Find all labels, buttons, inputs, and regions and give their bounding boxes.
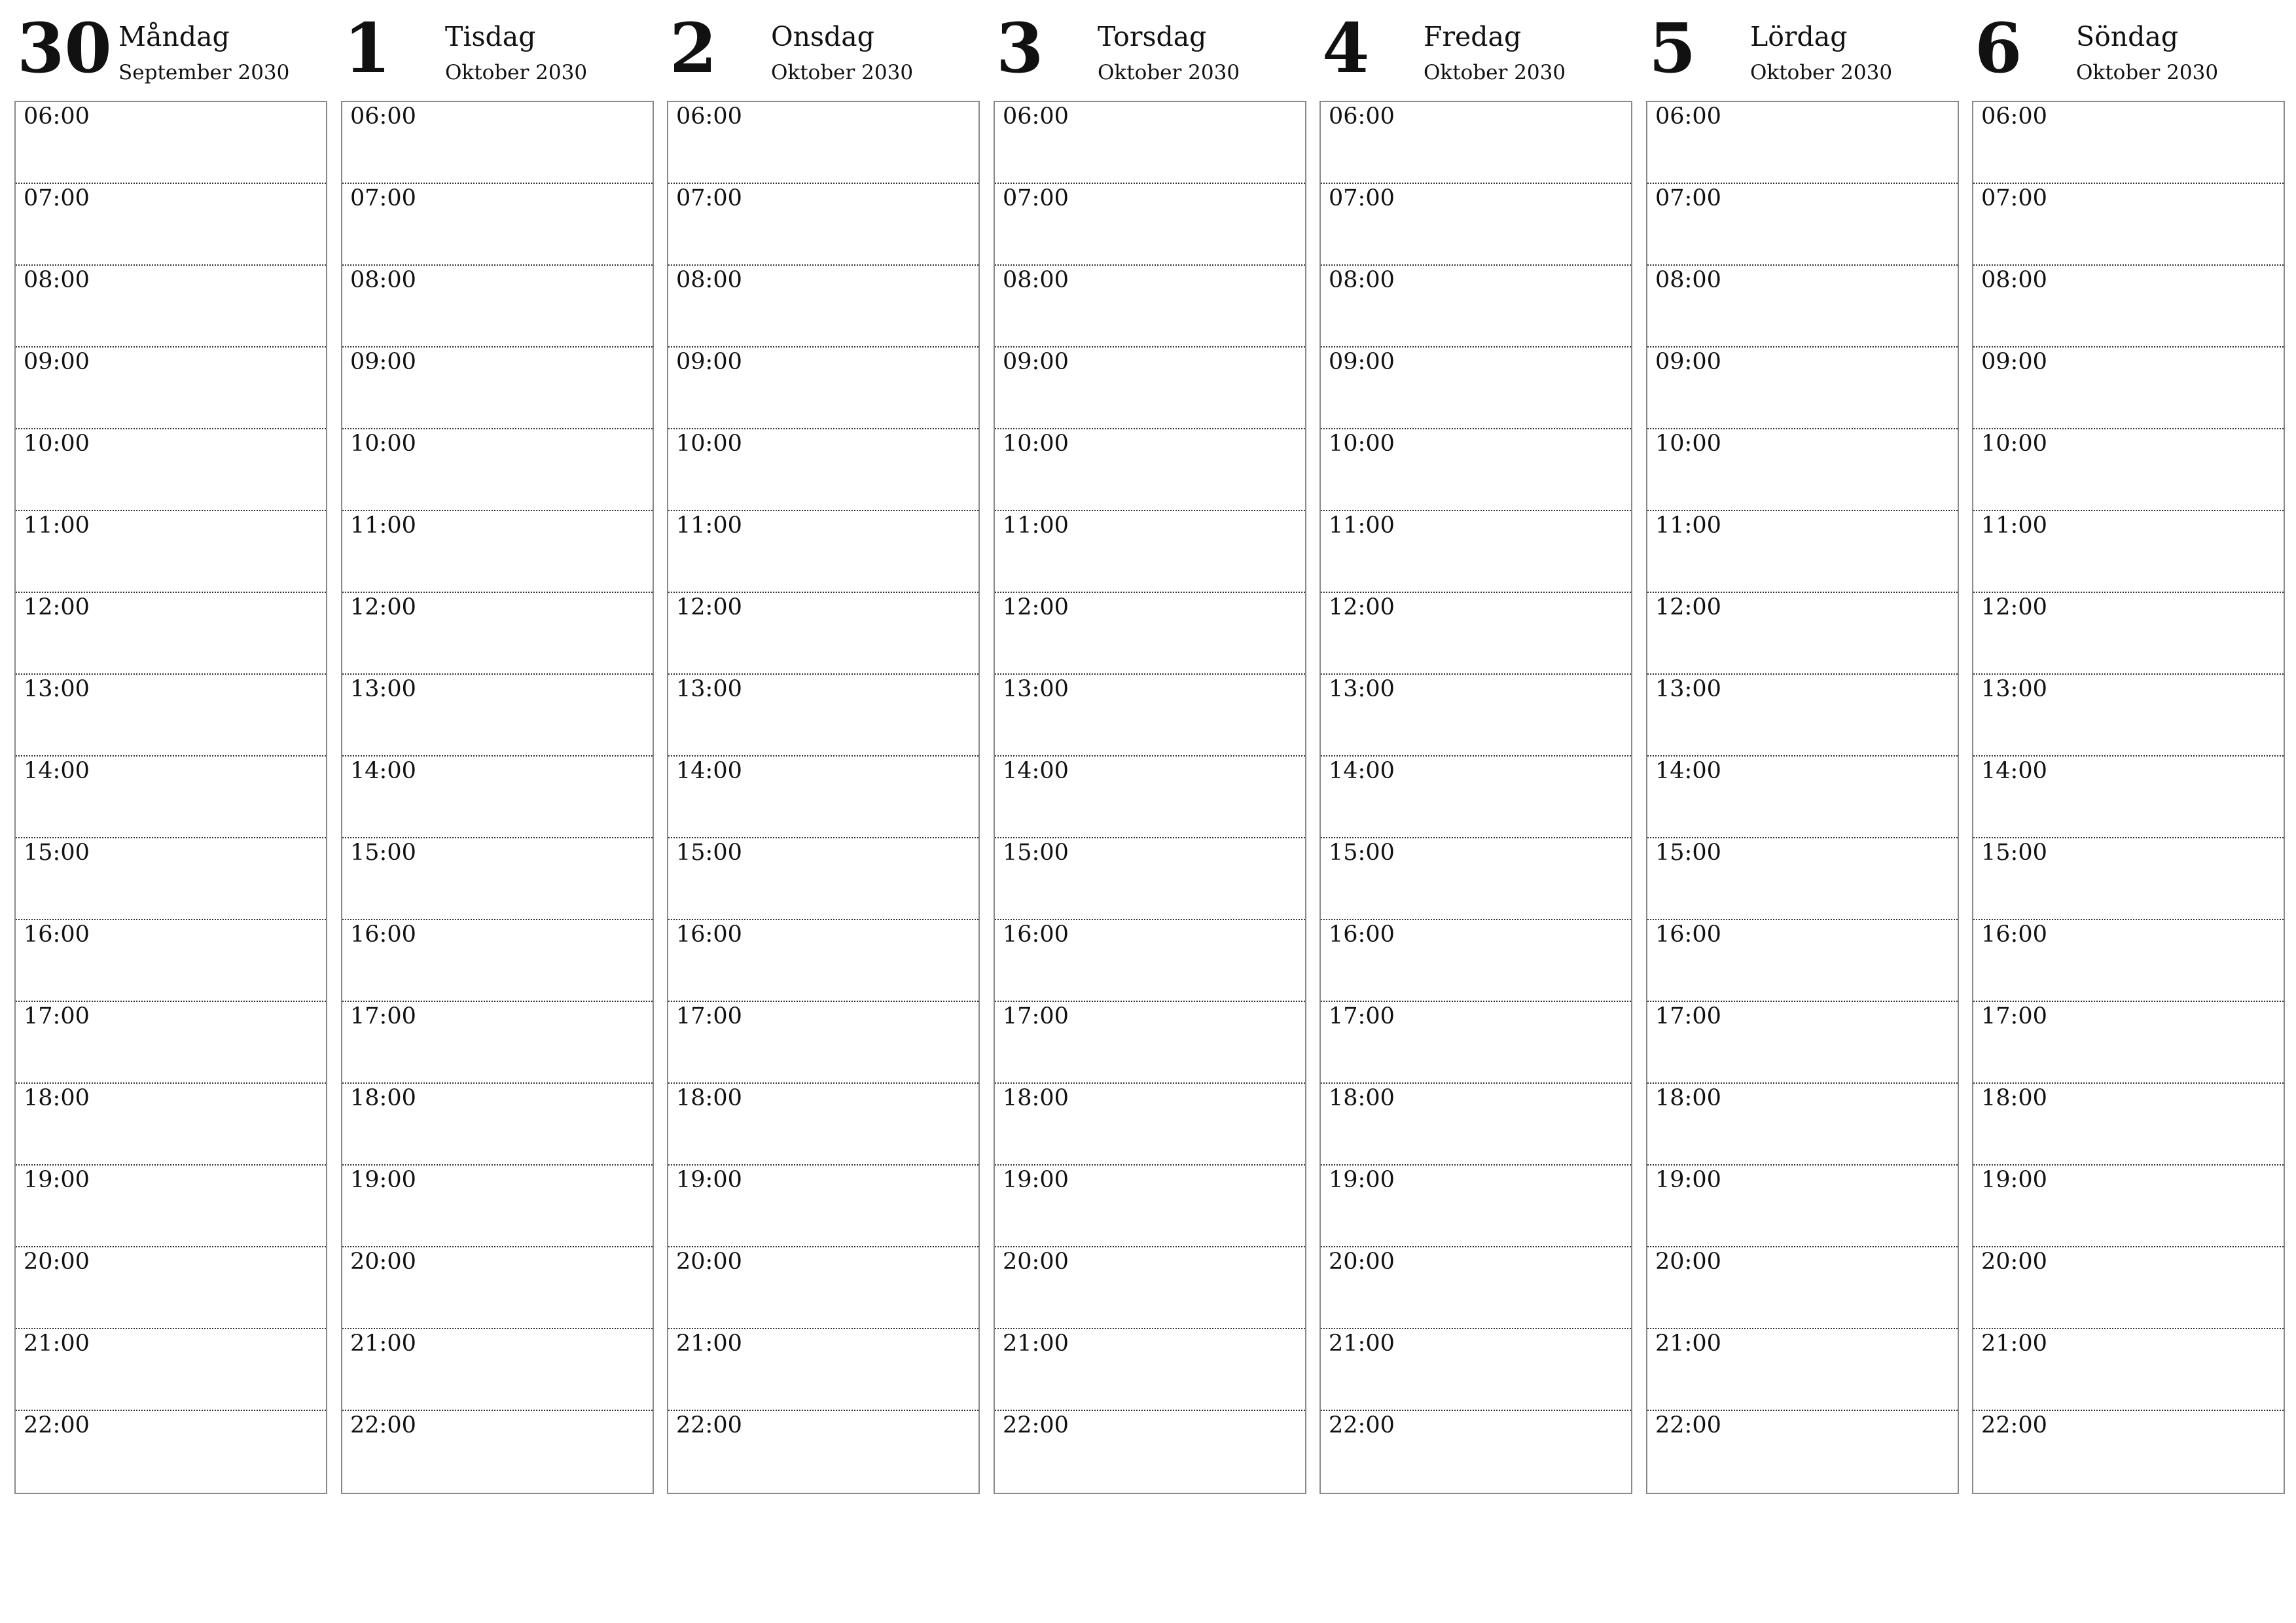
time-label: 11:00 <box>1981 512 2047 539</box>
time-label: 10:00 <box>350 431 416 457</box>
time-label: 22:00 <box>1981 1412 2047 1438</box>
time-slot[interactable] <box>1647 1002 1958 1084</box>
time-slot[interactable] <box>995 1329 1305 1411</box>
time-label: 16:00 <box>1003 921 1069 948</box>
day-schedule-box <box>14 101 327 1494</box>
time-slot[interactable] <box>1973 1166 2284 1247</box>
time-label: 15:00 <box>350 840 416 866</box>
time-label: 08:00 <box>676 267 742 293</box>
time-label: 07:00 <box>1003 185 1069 211</box>
time-slot[interactable] <box>668 511 978 593</box>
time-slot[interactable] <box>1321 511 1631 593</box>
day-schedule-box <box>667 101 980 1494</box>
time-label: 10:00 <box>676 431 742 457</box>
time-slot[interactable] <box>1321 1247 1631 1329</box>
time-slot[interactable] <box>668 838 978 920</box>
time-slot[interactable] <box>16 1247 326 1329</box>
time-label: 11:00 <box>1329 512 1395 539</box>
time-label: 16:00 <box>676 921 742 948</box>
time-label: 13:00 <box>350 676 416 702</box>
time-slot[interactable] <box>1647 593 1958 675</box>
time-label: 15:00 <box>24 840 90 866</box>
time-slot[interactable] <box>668 1411 978 1493</box>
time-label: 06:00 <box>676 103 742 130</box>
time-slot[interactable] <box>1321 920 1631 1002</box>
time-label: 09:00 <box>1003 349 1069 375</box>
time-label: 13:00 <box>1655 676 1721 702</box>
time-label: 21:00 <box>350 1330 416 1357</box>
time-slot[interactable] <box>995 593 1305 675</box>
time-label: 06:00 <box>1655 103 1721 130</box>
time-label: 09:00 <box>1981 349 2047 375</box>
day-schedule-box <box>341 101 654 1494</box>
time-label: 13:00 <box>1003 676 1069 702</box>
time-label: 18:00 <box>1003 1085 1069 1111</box>
time-slot[interactable] <box>1321 1166 1631 1247</box>
day-column <box>1646 0 1959 1438</box>
time-label: 10:00 <box>1981 431 2047 457</box>
time-label: 12:00 <box>24 594 90 620</box>
time-slot[interactable] <box>1647 348 1958 429</box>
time-label: 06:00 <box>1981 103 2047 130</box>
time-label: 07:00 <box>676 185 742 211</box>
day-name: Tisdag <box>445 21 536 52</box>
time-slot[interactable] <box>1321 1329 1631 1411</box>
day-month-year: Oktober 2030 <box>1424 61 1566 84</box>
time-label: 08:00 <box>24 267 90 293</box>
time-slot[interactable] <box>1321 838 1631 920</box>
time-label: 19:00 <box>676 1167 742 1193</box>
time-label: 06:00 <box>24 103 90 130</box>
day-number: 6 <box>1975 8 2022 88</box>
time-slot[interactable] <box>995 348 1305 429</box>
time-slot[interactable] <box>1321 593 1631 675</box>
time-label: 07:00 <box>1329 185 1395 211</box>
time-label: 22:00 <box>676 1412 742 1438</box>
time-slot[interactable] <box>1647 1084 1958 1166</box>
time-slot[interactable] <box>342 675 653 757</box>
time-slot[interactable] <box>16 348 326 429</box>
day-header <box>14 0 327 101</box>
time-slot[interactable] <box>1973 1084 2284 1166</box>
time-slot[interactable] <box>16 838 326 920</box>
time-slot[interactable] <box>995 838 1305 920</box>
time-label: 08:00 <box>1981 267 2047 293</box>
time-slot[interactable] <box>342 1002 653 1084</box>
time-label: 09:00 <box>1655 349 1721 375</box>
time-slot[interactable] <box>995 102 1305 184</box>
time-label: 17:00 <box>24 1003 90 1029</box>
time-label: 09:00 <box>24 349 90 375</box>
time-slot[interactable] <box>342 184 653 266</box>
day-header <box>1646 0 1959 101</box>
time-slot[interactable] <box>668 348 978 429</box>
time-label: 19:00 <box>1003 1167 1069 1193</box>
time-slot[interactable] <box>342 1411 653 1493</box>
time-slot[interactable] <box>1973 102 2284 184</box>
time-slot[interactable] <box>1973 757 2284 838</box>
time-label: 14:00 <box>350 758 416 784</box>
day-column <box>14 0 327 1438</box>
time-slot[interactable] <box>668 429 978 511</box>
time-slot[interactable] <box>16 1084 326 1166</box>
time-slot[interactable] <box>342 1166 653 1247</box>
time-label: 21:00 <box>1003 1330 1069 1357</box>
time-label: 19:00 <box>1655 1167 1721 1193</box>
time-label: 13:00 <box>1981 676 2047 702</box>
time-slot[interactable] <box>16 1411 326 1493</box>
time-slot[interactable] <box>995 266 1305 348</box>
day-column <box>341 0 654 1438</box>
time-label: 16:00 <box>1329 921 1395 948</box>
time-label: 08:00 <box>1655 267 1721 293</box>
time-slot[interactable] <box>342 429 653 511</box>
time-label: 20:00 <box>676 1249 742 1275</box>
time-slot[interactable] <box>668 184 978 266</box>
time-label: 17:00 <box>1655 1003 1721 1029</box>
time-slot[interactable] <box>995 1166 1305 1247</box>
time-slot[interactable] <box>16 593 326 675</box>
time-label: 22:00 <box>1003 1412 1069 1438</box>
day-number: 3 <box>996 8 1044 88</box>
time-slot[interactable] <box>995 1002 1305 1084</box>
time-label: 11:00 <box>1003 512 1069 539</box>
day-schedule-box <box>1972 101 2285 1494</box>
time-label: 08:00 <box>1329 267 1395 293</box>
time-label: 09:00 <box>1329 349 1395 375</box>
time-label: 20:00 <box>350 1249 416 1275</box>
time-label: 06:00 <box>1329 103 1395 130</box>
day-number: 30 <box>17 8 112 88</box>
time-slot[interactable] <box>995 757 1305 838</box>
time-slot[interactable] <box>1321 757 1631 838</box>
time-slot[interactable] <box>342 757 653 838</box>
time-label: 10:00 <box>1329 431 1395 457</box>
time-slot[interactable] <box>668 1166 978 1247</box>
time-slot[interactable] <box>16 920 326 1002</box>
day-name: Lördag <box>1750 21 1848 52</box>
time-slot[interactable] <box>16 1329 326 1411</box>
time-slot[interactable] <box>668 102 978 184</box>
time-slot[interactable] <box>1321 348 1631 429</box>
time-label: 13:00 <box>676 676 742 702</box>
day-number: 5 <box>1649 8 1696 88</box>
time-label: 07:00 <box>1981 185 2047 211</box>
time-label: 18:00 <box>1329 1085 1395 1111</box>
day-month-year: Oktober 2030 <box>445 61 588 84</box>
time-slot[interactable] <box>342 1247 653 1329</box>
time-slot[interactable] <box>1321 429 1631 511</box>
time-label: 14:00 <box>24 758 90 784</box>
time-slot[interactable] <box>1973 429 2284 511</box>
time-label: 19:00 <box>1329 1167 1395 1193</box>
day-month-year: Oktober 2030 <box>2076 61 2219 84</box>
time-label: 12:00 <box>1655 594 1721 620</box>
time-slot[interactable] <box>342 266 653 348</box>
time-label: 10:00 <box>1655 431 1721 457</box>
time-slot[interactable] <box>1973 1247 2284 1329</box>
time-slot[interactable] <box>342 1329 653 1411</box>
day-column <box>667 0 980 1438</box>
time-slot[interactable] <box>1321 1002 1631 1084</box>
time-label: 16:00 <box>1655 921 1721 948</box>
time-slot[interactable] <box>342 1084 653 1166</box>
time-slot[interactable] <box>995 1411 1305 1493</box>
time-label: 19:00 <box>350 1167 416 1193</box>
time-label: 14:00 <box>1655 758 1721 784</box>
time-slot[interactable] <box>668 1084 978 1166</box>
time-slot[interactable] <box>1647 675 1958 757</box>
time-label: 11:00 <box>24 512 90 539</box>
day-column <box>994 0 1306 1438</box>
time-slot[interactable] <box>668 266 978 348</box>
time-label: 08:00 <box>350 267 416 293</box>
day-name: Fredag <box>1424 21 1522 52</box>
time-slot[interactable] <box>1973 184 2284 266</box>
time-label: 18:00 <box>350 1085 416 1111</box>
time-label: 18:00 <box>676 1085 742 1111</box>
day-name: Måndag <box>118 21 230 52</box>
time-slot[interactable] <box>1321 266 1631 348</box>
time-label: 14:00 <box>1981 758 2047 784</box>
time-slot[interactable] <box>1647 920 1958 1002</box>
time-label: 19:00 <box>1981 1167 2047 1193</box>
time-slot[interactable] <box>1973 593 2284 675</box>
time-slot[interactable] <box>1647 757 1958 838</box>
time-label: 12:00 <box>676 594 742 620</box>
time-label: 15:00 <box>1655 840 1721 866</box>
time-label: 17:00 <box>676 1003 742 1029</box>
time-slot[interactable] <box>16 429 326 511</box>
day-month-year: Oktober 2030 <box>771 61 914 84</box>
day-number: 4 <box>1322 8 1370 88</box>
time-slot[interactable] <box>1973 348 2284 429</box>
time-slot[interactable] <box>16 102 326 184</box>
time-slot[interactable] <box>1321 1084 1631 1166</box>
time-label: 06:00 <box>350 103 416 130</box>
day-schedule-box <box>994 101 1306 1494</box>
time-label: 15:00 <box>1981 840 2047 866</box>
day-header <box>994 0 1306 101</box>
time-slot[interactable] <box>995 1247 1305 1329</box>
time-slot[interactable] <box>995 184 1305 266</box>
time-slot[interactable] <box>1973 1329 2284 1411</box>
time-label: 17:00 <box>350 1003 416 1029</box>
day-month-year: Oktober 2030 <box>1750 61 1893 84</box>
time-label: 17:00 <box>1329 1003 1395 1029</box>
time-slot[interactable] <box>1973 1002 2284 1084</box>
day-header <box>1319 0 1632 101</box>
time-slot[interactable] <box>342 920 653 1002</box>
time-slot[interactable] <box>16 757 326 838</box>
day-month-year: September 2030 <box>118 61 290 84</box>
time-slot[interactable] <box>668 1329 978 1411</box>
time-slot[interactable] <box>16 1002 326 1084</box>
day-name: Söndag <box>2076 21 2179 52</box>
time-slot[interactable] <box>16 675 326 757</box>
time-label: 10:00 <box>24 431 90 457</box>
time-label: 16:00 <box>1981 921 2047 948</box>
time-slot[interactable] <box>16 266 326 348</box>
time-slot[interactable] <box>1647 1411 1958 1493</box>
time-label: 07:00 <box>1655 185 1721 211</box>
time-slot[interactable] <box>1647 266 1958 348</box>
time-label: 18:00 <box>24 1085 90 1111</box>
time-slot[interactable] <box>1647 838 1958 920</box>
time-slot[interactable] <box>1973 511 2284 593</box>
time-slot[interactable] <box>342 102 653 184</box>
time-slot[interactable] <box>995 675 1305 757</box>
time-label: 20:00 <box>1329 1249 1395 1275</box>
time-label: 14:00 <box>1003 758 1069 784</box>
day-column <box>1319 0 1632 1438</box>
time-slot[interactable] <box>668 920 978 1002</box>
time-label: 07:00 <box>350 185 416 211</box>
time-label: 16:00 <box>350 921 416 948</box>
time-label: 22:00 <box>1655 1412 1721 1438</box>
time-label: 15:00 <box>676 840 742 866</box>
day-schedule-box <box>1646 101 1959 1494</box>
time-label: 15:00 <box>1329 840 1395 866</box>
time-label: 14:00 <box>676 758 742 784</box>
time-slot[interactable] <box>1973 1411 2284 1493</box>
time-slot[interactable] <box>1647 1166 1958 1247</box>
time-slot[interactable] <box>1647 429 1958 511</box>
time-label: 20:00 <box>1003 1249 1069 1275</box>
time-slot[interactable] <box>995 429 1305 511</box>
time-label: 21:00 <box>1981 1330 2047 1357</box>
time-label: 22:00 <box>24 1412 90 1438</box>
time-slot[interactable] <box>668 593 978 675</box>
time-label: 12:00 <box>350 594 416 620</box>
time-slot[interactable] <box>1973 675 2284 757</box>
time-label: 20:00 <box>1655 1249 1721 1275</box>
time-slot[interactable] <box>668 1002 978 1084</box>
time-slot[interactable] <box>1647 1247 1958 1329</box>
time-slot[interactable] <box>1647 184 1958 266</box>
day-name: Torsdag <box>1098 21 1207 52</box>
time-slot[interactable] <box>16 1166 326 1247</box>
time-slot[interactable] <box>668 675 978 757</box>
time-slot[interactable] <box>342 838 653 920</box>
time-slot[interactable] <box>16 511 326 593</box>
time-label: 12:00 <box>1329 594 1395 620</box>
day-header <box>341 0 654 101</box>
time-slot[interactable] <box>1321 102 1631 184</box>
time-label: 19:00 <box>24 1167 90 1193</box>
time-slot[interactable] <box>995 920 1305 1002</box>
time-slot[interactable] <box>16 184 326 266</box>
time-slot[interactable] <box>668 1247 978 1329</box>
time-label: 20:00 <box>24 1249 90 1275</box>
time-label: 16:00 <box>24 921 90 948</box>
time-label: 21:00 <box>1329 1330 1395 1357</box>
time-label: 06:00 <box>1003 103 1069 130</box>
time-label: 08:00 <box>1003 267 1069 293</box>
time-slot[interactable] <box>1321 184 1631 266</box>
time-label: 12:00 <box>1003 594 1069 620</box>
time-label: 17:00 <box>1981 1003 2047 1029</box>
day-header <box>1972 0 2285 101</box>
time-label: 17:00 <box>1003 1003 1069 1029</box>
time-label: 07:00 <box>24 185 90 211</box>
time-label: 09:00 <box>676 349 742 375</box>
time-slot[interactable] <box>1647 1329 1958 1411</box>
time-label: 22:00 <box>350 1412 416 1438</box>
time-slot[interactable] <box>1973 838 2284 920</box>
time-slot[interactable] <box>342 348 653 429</box>
time-label: 18:00 <box>1655 1085 1721 1111</box>
time-slot[interactable] <box>995 1084 1305 1166</box>
day-column <box>1972 0 2285 1438</box>
time-slot[interactable] <box>995 511 1305 593</box>
time-label: 11:00 <box>676 512 742 539</box>
time-label: 10:00 <box>1003 431 1069 457</box>
time-slot[interactable] <box>1973 920 2284 1002</box>
time-slot[interactable] <box>342 593 653 675</box>
day-number: 1 <box>344 8 391 88</box>
time-label: 21:00 <box>676 1330 742 1357</box>
time-slot[interactable] <box>1647 102 1958 184</box>
day-number: 2 <box>670 8 717 88</box>
time-label: 14:00 <box>1329 758 1395 784</box>
time-slot[interactable] <box>668 757 978 838</box>
time-slot[interactable] <box>1647 511 1958 593</box>
time-slot[interactable] <box>342 511 653 593</box>
time-label: 12:00 <box>1981 594 2047 620</box>
day-month-year: Oktober 2030 <box>1098 61 1240 84</box>
time-label: 09:00 <box>350 349 416 375</box>
time-label: 13:00 <box>24 676 90 702</box>
time-label: 13:00 <box>1329 676 1395 702</box>
time-slot[interactable] <box>1321 675 1631 757</box>
time-label: 22:00 <box>1329 1412 1395 1438</box>
time-label: 20:00 <box>1981 1249 2047 1275</box>
time-slot[interactable] <box>1973 266 2284 348</box>
day-schedule-box <box>1319 101 1632 1494</box>
time-label: 21:00 <box>24 1330 90 1357</box>
time-label: 11:00 <box>350 512 416 539</box>
time-label: 15:00 <box>1003 840 1069 866</box>
day-name: Onsdag <box>771 21 874 52</box>
day-header <box>667 0 980 101</box>
time-label: 11:00 <box>1655 512 1721 539</box>
time-label: 21:00 <box>1655 1330 1721 1357</box>
time-slot[interactable] <box>1321 1411 1631 1493</box>
time-label: 18:00 <box>1981 1085 2047 1111</box>
